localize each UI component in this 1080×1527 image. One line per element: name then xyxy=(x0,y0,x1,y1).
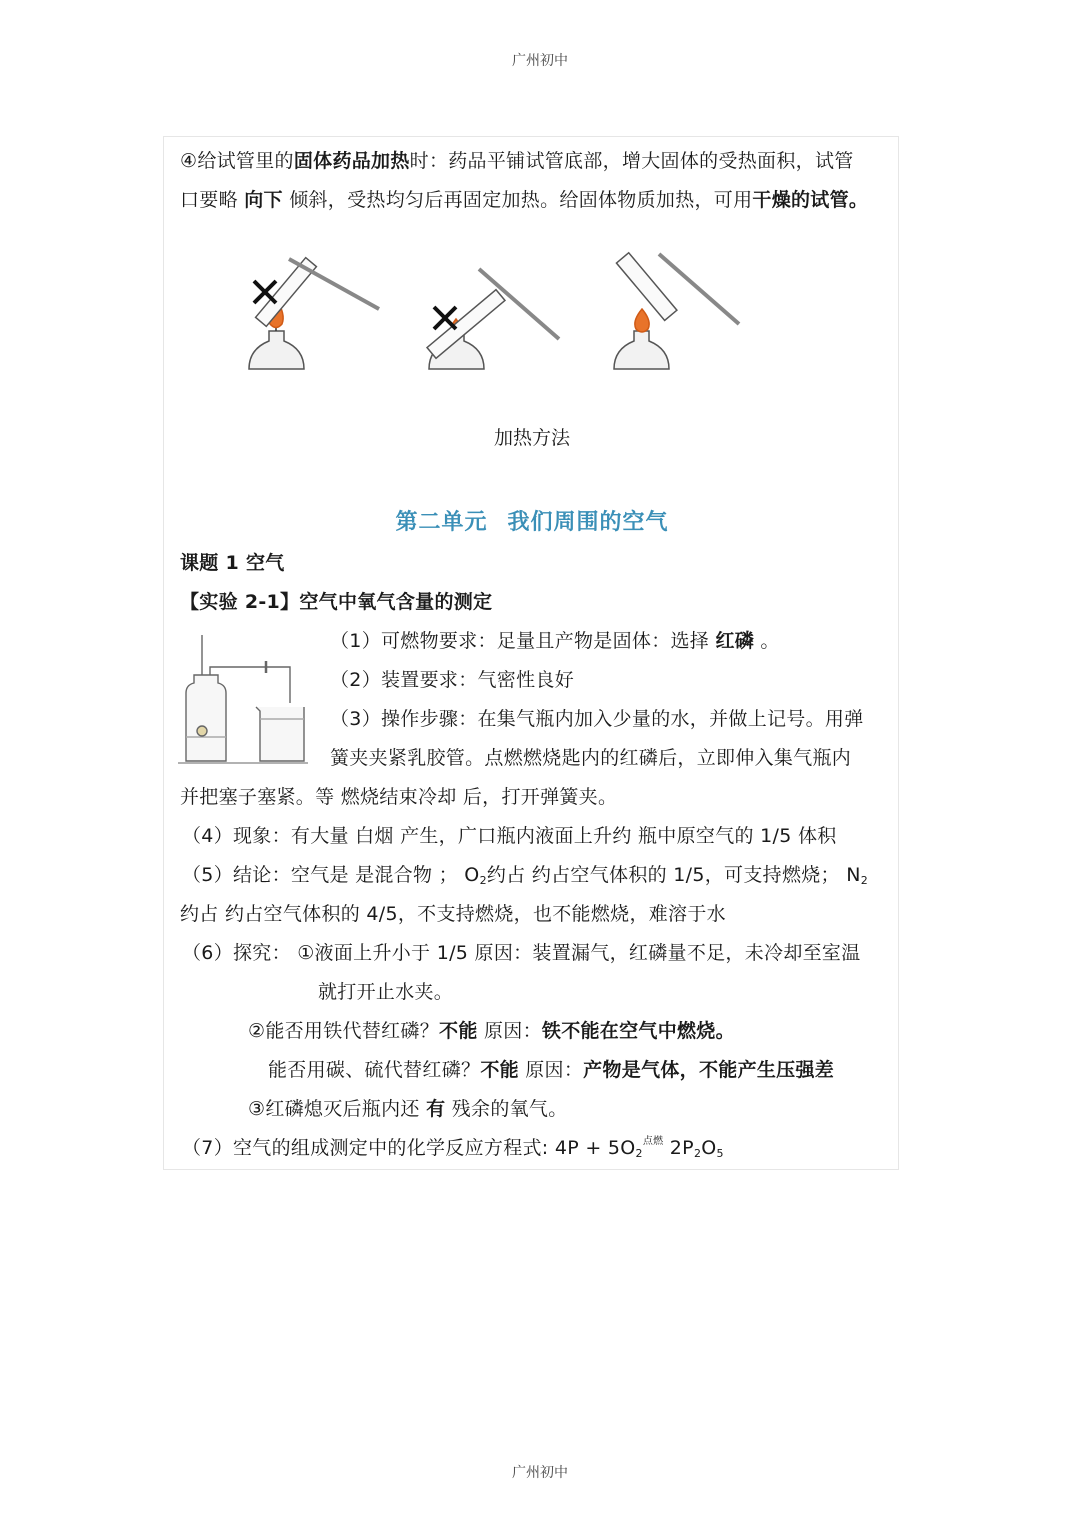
heating-wrong-2 xyxy=(427,269,559,369)
item-7-equation: （7）空气的组成测定中的化学反应方程式: $4P + 5O_2^{点燃}$ $2P_2O_5$ xyxy=(182,1136,724,1160)
content-card xyxy=(163,136,899,1170)
item-3-line-3: 并把塞子塞紧。等 燃烧结束冷却 后，打开弹簧夹。 xyxy=(180,786,618,808)
heating-correct xyxy=(614,253,739,369)
item-6-line-4: 能否用碳、硫代替红磷？不能 原因：产物是气体，不能产生压强差 xyxy=(268,1059,835,1081)
item-6-line-3: ②能否用铁代替红磷？不能 原因：铁不能在空气中燃烧。 xyxy=(248,1020,735,1042)
item-5-line-2: 约占 约占空气体积的 4/5，不支持燃烧，也不能燃烧，难溶于水 xyxy=(180,903,726,925)
lesson-title: 课题 1 空气 xyxy=(180,552,285,574)
apparatus-illustration xyxy=(178,633,313,768)
item-5-line-1: （5）结论：空气是 是混合物 ； $O_2$约占 约占空气体积的 1/5，可支持燃烧； $N_2$ xyxy=(182,864,869,887)
page-header: 广州初中 xyxy=(512,53,568,69)
heating-line-1: ④给试管里的固体药品加热时：药品平铺试管底部，增大固体的受热面积，试管 xyxy=(180,150,854,172)
heating-wrong-1 xyxy=(249,258,379,369)
figure-caption: 加热方法 xyxy=(493,427,570,449)
item-6-line-2: 就打开止水夹。 xyxy=(318,981,454,1003)
unit-title: 第二单元 我们周围的空气 xyxy=(395,510,669,535)
item-2: （2）装置要求：气密性良好 xyxy=(330,669,574,691)
experiment-title: 【实验 2-1】空气中氧气含量的测定 xyxy=(180,591,493,613)
item-6-line-5: ③红磷熄灭后瓶内还 有 残余的氧气。 xyxy=(248,1098,568,1120)
heating-methods-illustration xyxy=(234,229,754,379)
item-6-line-1: （6）探究： ①液面上升小于 1/5 原因：装置漏气，红磷量不足，未冷却至室温 xyxy=(182,942,861,964)
item-4: （4）现象：有大量 白烟 产生，广口瓶内液面上升约 瓶中原空气的 1/5 体积 xyxy=(182,825,837,847)
item-1: （1）可燃物要求：足量且产物是固体：选择 红磷 。 xyxy=(330,630,780,652)
page-footer: 广州初中 xyxy=(512,1465,568,1481)
item-3-line-1: （3）操作步骤：在集气瓶内加入少量的水，并做上记号。用弹 xyxy=(330,708,864,730)
heating-line-2: 口要略 向下 倾斜，受热均匀后再固定加热。给固体物质加热，可用干燥的试管。 xyxy=(180,189,869,211)
item-3-line-2: 簧夹夹紧乳胶管。点燃燃烧匙内的红磷后，立即伸入集气瓶内 xyxy=(330,747,852,769)
